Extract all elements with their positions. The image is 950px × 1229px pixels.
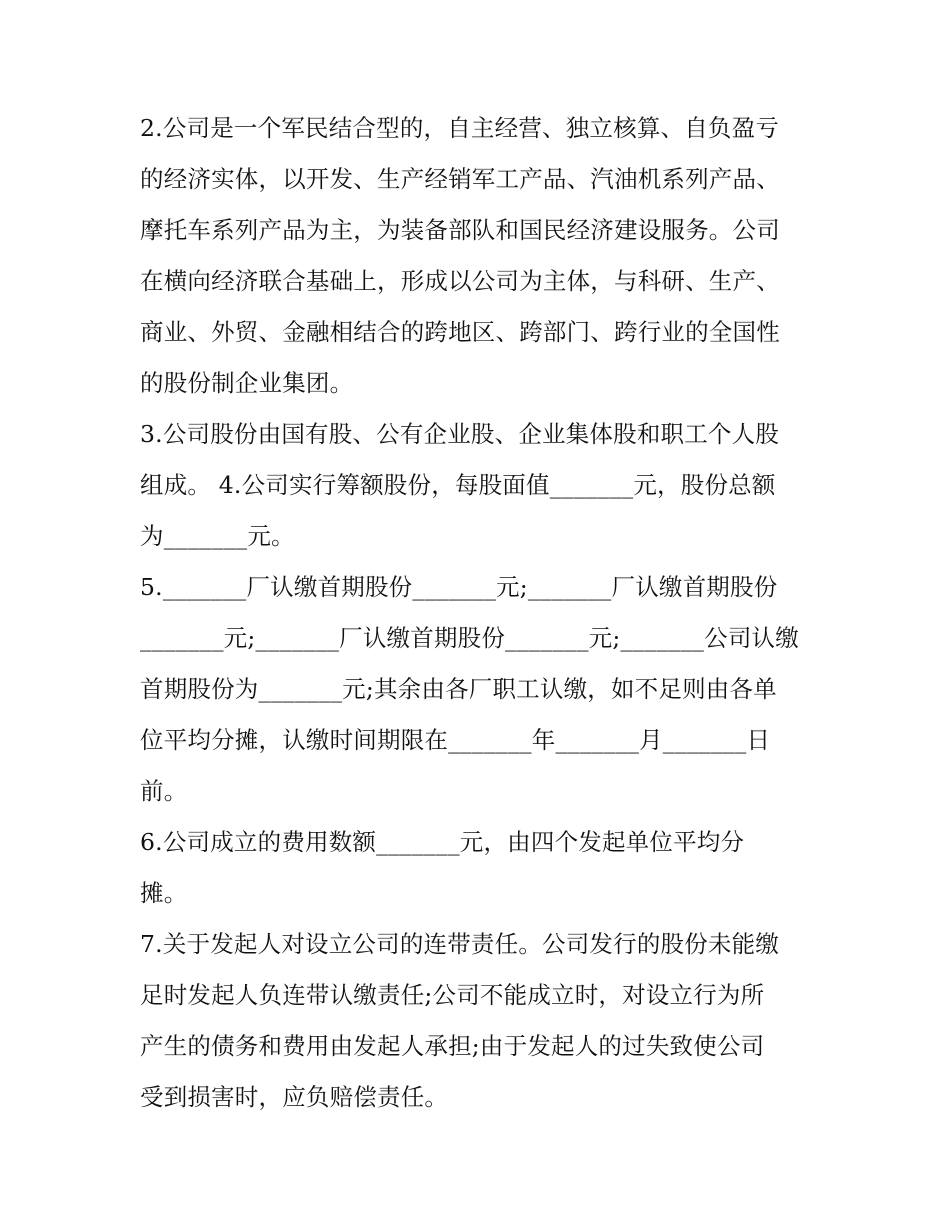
paragraph-2-line-4: 在横向经济联合基础上，形成以公司为主体，与科研、生产、 [140,267,780,295]
paragraph-7-line-2: 足时发起人负连带认缴责任;公司不能成立时，对设立行为所 [140,981,765,1009]
paragraph-5-line-1: 5._______厂认缴首期股份_______元;_______厂认缴首期股份 [140,573,778,601]
paragraph-2-line-3: 摩托车系列产品为主，为装备部队和国民经济建设服务。公司 [140,216,780,244]
paragraph-5-line-3: 首期股份为_______元;其余由各厂职工认缴，如不足则由各单 [140,675,777,703]
paragraph-2-line-6: 的股份制企业集团。 [140,369,354,397]
paragraph-3-line-1: 3.公司股份由国有股、公有企业股、企业集体股和职工个人股 [140,420,780,448]
paragraph-7-line-3: 产生的债务和费用由发起人承担;由于发起人的过失致使公司 [140,1032,765,1060]
paragraph-2-line-1: 2.公司是一个军民结合型的，自主经营、独立核算、自负盈亏 [140,114,780,142]
paragraph-6-line-1: 6.公司成立的费用数额_______元，由四个发起单位平均分 [140,828,745,856]
paragraph-2-line-5: 商业、外贸、金融相结合的跨地区、跨部门、跨行业的全国性 [140,318,780,346]
paragraph-5-line-4: 位平均分摊，认缴时间期限在_______年_______月_______日 [140,726,771,754]
paragraph-5-line-2: _______元;_______厂认缴首期股份_______元;_______公司认缴 [140,624,799,652]
paragraph-5-line-5: 前。 [140,777,188,805]
paragraph-4-line-1: 为_______元。 [140,522,295,550]
paragraph-7-line-4: 受到损害时，应负赔偿责任。 [140,1083,449,1111]
paragraph-3-line-2: 组成。 4.公司实行筹额股份，每股面值_______元，股份总额 [140,471,776,499]
paragraph-7-line-1: 7.关于发起人对设立公司的连带责任。公司发行的股份未能缴 [140,930,780,958]
paragraph-2-line-2: 的经济实体，以开发、生产经销军工产品、汽油机系列产品、 [140,165,780,193]
paragraph-6-line-2: 摊。 [140,879,188,907]
